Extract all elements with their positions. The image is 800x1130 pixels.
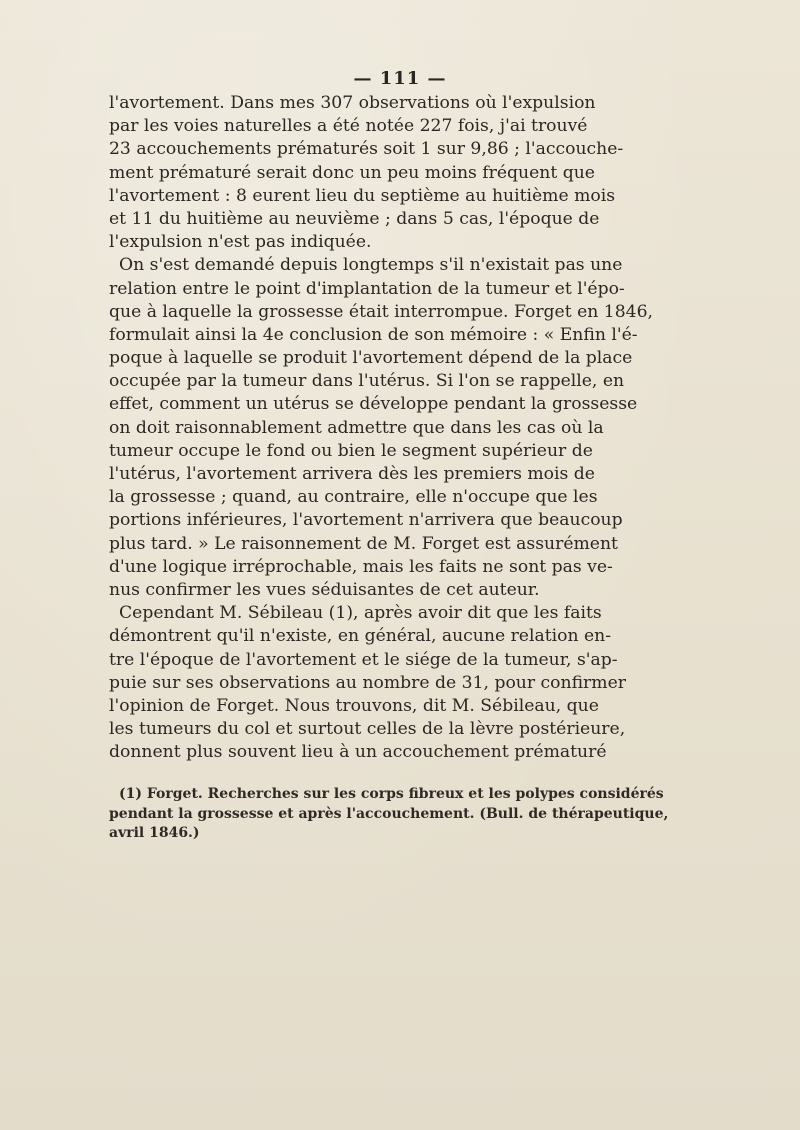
text-line: et 11 du huitième au neuvième ; dans 5 cas, l'époque de bbox=[109, 208, 600, 229]
text-line: relation entre le point d'implantation de la tumeur et l'épo- bbox=[109, 278, 625, 299]
main-text bbox=[109, 92, 653, 764]
text-line: Cependant M. Sébileau (1), après avoir dit que les faits bbox=[119, 603, 602, 624]
text-line: l'avortement : 8 eurent lieu du septième au huitième mois bbox=[109, 185, 616, 206]
text-line: formulait ainsi la 4e conclusion de son mémoire : « Enfin l'é- bbox=[109, 324, 638, 345]
text-line: puie sur ses observations au nombre de 31, pour confirmer bbox=[109, 672, 626, 693]
text-line: l'utérus, l'avortement arrivera dès les premiers mois de bbox=[109, 464, 595, 484]
text-line: 23 accouchements prématurés soit 1 sur 9,86 ; l'accouche- bbox=[109, 139, 624, 160]
text-line: les tumeurs du col et surtout celles de la lèvre postérieure, bbox=[109, 719, 626, 740]
page-number: — 111 — bbox=[353, 68, 447, 89]
footnote-line: (1) Forget. Recherches sur les corps fibreux et les polypes considérés bbox=[119, 786, 664, 802]
text-line: portions inférieures, l'avortement n'arrivera que beaucoup bbox=[109, 510, 623, 531]
text-line: donnent plus souvent lieu à un accouchement prématuré bbox=[109, 742, 607, 763]
text-line: l'opinion de Forget. Nous trouvons, dit M. Sébileau, que bbox=[109, 695, 599, 716]
text-line: On s'est demandé depuis longtemps s'il n'existait pas une bbox=[119, 255, 623, 276]
text-line: l'avortement. Dans mes 307 observations où l'expulsion bbox=[109, 93, 596, 113]
text-line: poque à laquelle se produit l'avortement dépend de la place bbox=[109, 348, 633, 369]
footnote-line: pendant la grossesse et après l'accouchement. (Bull. de thérapeutique, bbox=[109, 805, 669, 822]
text-line: démontrent qu'il n'existe, en général, aucune relation en- bbox=[109, 626, 612, 647]
text-line: que à laquelle la grossesse était interrompue. Forget en 1846, bbox=[109, 301, 653, 322]
text-line: on doit raisonnablement admettre que dans les cas où la bbox=[109, 417, 604, 438]
footnote-line: avril 1846.) bbox=[109, 825, 200, 841]
text-line: l'expulsion n'est pas indiquée. bbox=[109, 232, 372, 253]
text-line: nus confirmer les vues séduisantes de cet auteur. bbox=[109, 579, 540, 600]
text-line: la grossesse ; quand, au contraire, elle n'occupe que les bbox=[109, 487, 598, 508]
text-line: tre l'époque de l'avortement et le siége de la tumeur, s'ap- bbox=[109, 649, 618, 670]
text-line: effet, comment un utérus se développe pendant la grossesse bbox=[109, 394, 638, 415]
text-line: plus tard. » Le raisonnement de M. Forget est assurément bbox=[109, 533, 618, 554]
footnote bbox=[109, 785, 669, 844]
text-line: ment prématuré serait donc un peu moins fréquent que bbox=[109, 162, 595, 183]
text-line: d'une logique irréprochable, mais les faits ne sont pas ve- bbox=[109, 556, 613, 577]
text-line: occupée par la tumeur dans l'utérus. Si l'on se rappelle, en bbox=[109, 371, 625, 392]
text-line: tumeur occupe le fond ou bien le segment supérieur de bbox=[109, 440, 593, 461]
text-line: par les voies naturelles a été notée 227 fois, j'ai trouvé bbox=[109, 116, 588, 137]
